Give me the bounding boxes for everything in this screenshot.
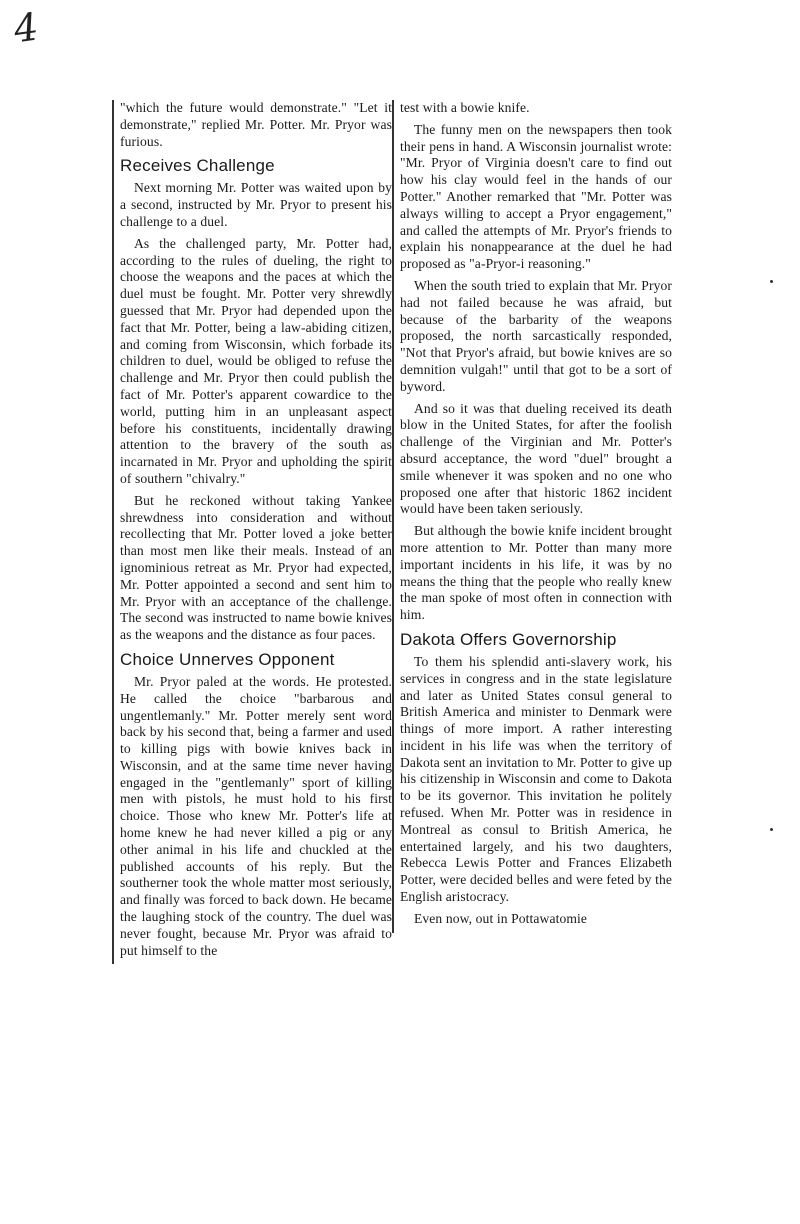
paragraph: Even now, out in Pottawatomie: [414, 910, 588, 926]
paragraph: Mr. Pryor paled at the words. He protested. He called the choice "barbarous and ungentlemanly." Mr. Potter merely sent word back by his second that, being a farmer and used to killing pigs with bowie knives back in Wisconsin, and at the same time never having engaged in the "gentlemanly" sport of killing men with pistols, he must hold to his first choice. Those who knew Mr. Potter's life at home knew he had never killed a pig or any other animal in his life and chuckled at the published accounts of his reply. But the southerner took the whole matter most seriously, and finally was forced to back down. He became the laughing stock of the country. The duel was never fought, because Mr. Pryor was afraid to put himself to the: [120, 673, 392, 958]
paragraph: "which the future would demonstrate." "Let it demonstrate," replied Mr. Potter. Mr. Pryor was furious.: [120, 100, 392, 149]
paragraph: And so it was that dueling received its death blow in the United States, for after the foolish challenge of the Virginian and Mr. Potter's absurd acceptance, the word "duel" brought a smile whenever it was spoken and no one who proposed one after that historic 1862 incident would have been taken seriously.: [400, 400, 672, 517]
margin-mark: [770, 828, 773, 831]
paragraph: But although the bowie knife incident brought more attention to Mr. Potter than many more important incidents in his life, it was by no means the thing that the people who really knew the man spoke of most often in connection with him.: [400, 523, 672, 623]
paragraph: Next morning Mr. Potter was waited upon by a second, instructed by Mr. Pryor to present his challenge to a duel.: [120, 180, 392, 229]
section-heading: Dakota Offers Governorship: [400, 629, 617, 649]
section-heading: Choice Unnerves Opponent: [120, 649, 335, 669]
paragraph: To them his splendid anti-slavery work, his services in congress and in the state legislature and later as United States consul general to British America and minister to Denmark were things of more import. A rather interesting incident in his life was when the territory of Dakota sent an invitation to Mr. Potter to give up his citizenship in Wisconsin and come to Dakota to be its governor. This invitation he politely refused. When Mr. Potter was in residence in Montreal as consul to British America, he entertained largely, and his two daughters, Rebecca Lewis Potter and Frances Elizabeth Potter, were decided belles and were feted by the English aristocracy.: [400, 653, 672, 905]
margin-mark: [770, 280, 773, 283]
paragraph: As the challenged party, Mr. Potter had, according to the rules of dueling, the right to choose the weapons and the paces at which the duel must be fought. Mr. Potter very shrewdly guessed that Mr. Pryor had depended upon the fact that Mr. Potter, being a law-abiding citizen, and coming from Wisconsin, which forbade its children to duel, would be obliged to refuse the challenge and Mr. Pryor then could publish the fact of Mr. Potter's apparent cowardice to the world, putting him in an unpleasant aspect before his constituents, incidentally drawing attention to the bravery of the south as incarnated in Mr. Pryor and upholding the spirit of southern "chivalry.": [120, 235, 392, 486]
paragraph: But he reckoned without taking Yankee shrewdness into consideration and without recollecting that Mr. Potter loved a joke better than most men like their meals. Instead of an ignominious retreat as Mr. Pryor had expected, Mr. Potter appointed a second and sent him to Mr. Pryor with an acceptance of the challenge. The second was instructed to name bowie knives as the weapons and the distance as four paces.: [120, 492, 392, 643]
section-heading: Receives Challenge: [120, 156, 275, 176]
left-column: [112, 100, 392, 964]
paragraph: test with a bowie knife.: [400, 100, 530, 115]
paragraph: When the south tried to explain that Mr. Pryor had not failed because he was afraid, but because of the barbarity of the weapons proposed, the north sarcastically responded, "Not that Pryor's afraid, but bowie knives are so demnition vulgah!" until that got to be a sort of byword.: [400, 277, 672, 394]
right-column: [392, 100, 672, 933]
paragraph: The funny men on the newspapers then took their pens in hand. A Wisconsin journalist wrote: "Mr. Pryor of Virginia doesn't care to find out how his clay would feel in the hands of our Potter." Another remarked that "Mr. Potter was always willing to accept a Pryor engagement," and called the attempts of Mr. Pryor's friends to explain his nonappearance at the duel he had proposed as "a-Pryor-i reasoning.": [400, 121, 672, 272]
page-number: 4: [11, 4, 42, 52]
